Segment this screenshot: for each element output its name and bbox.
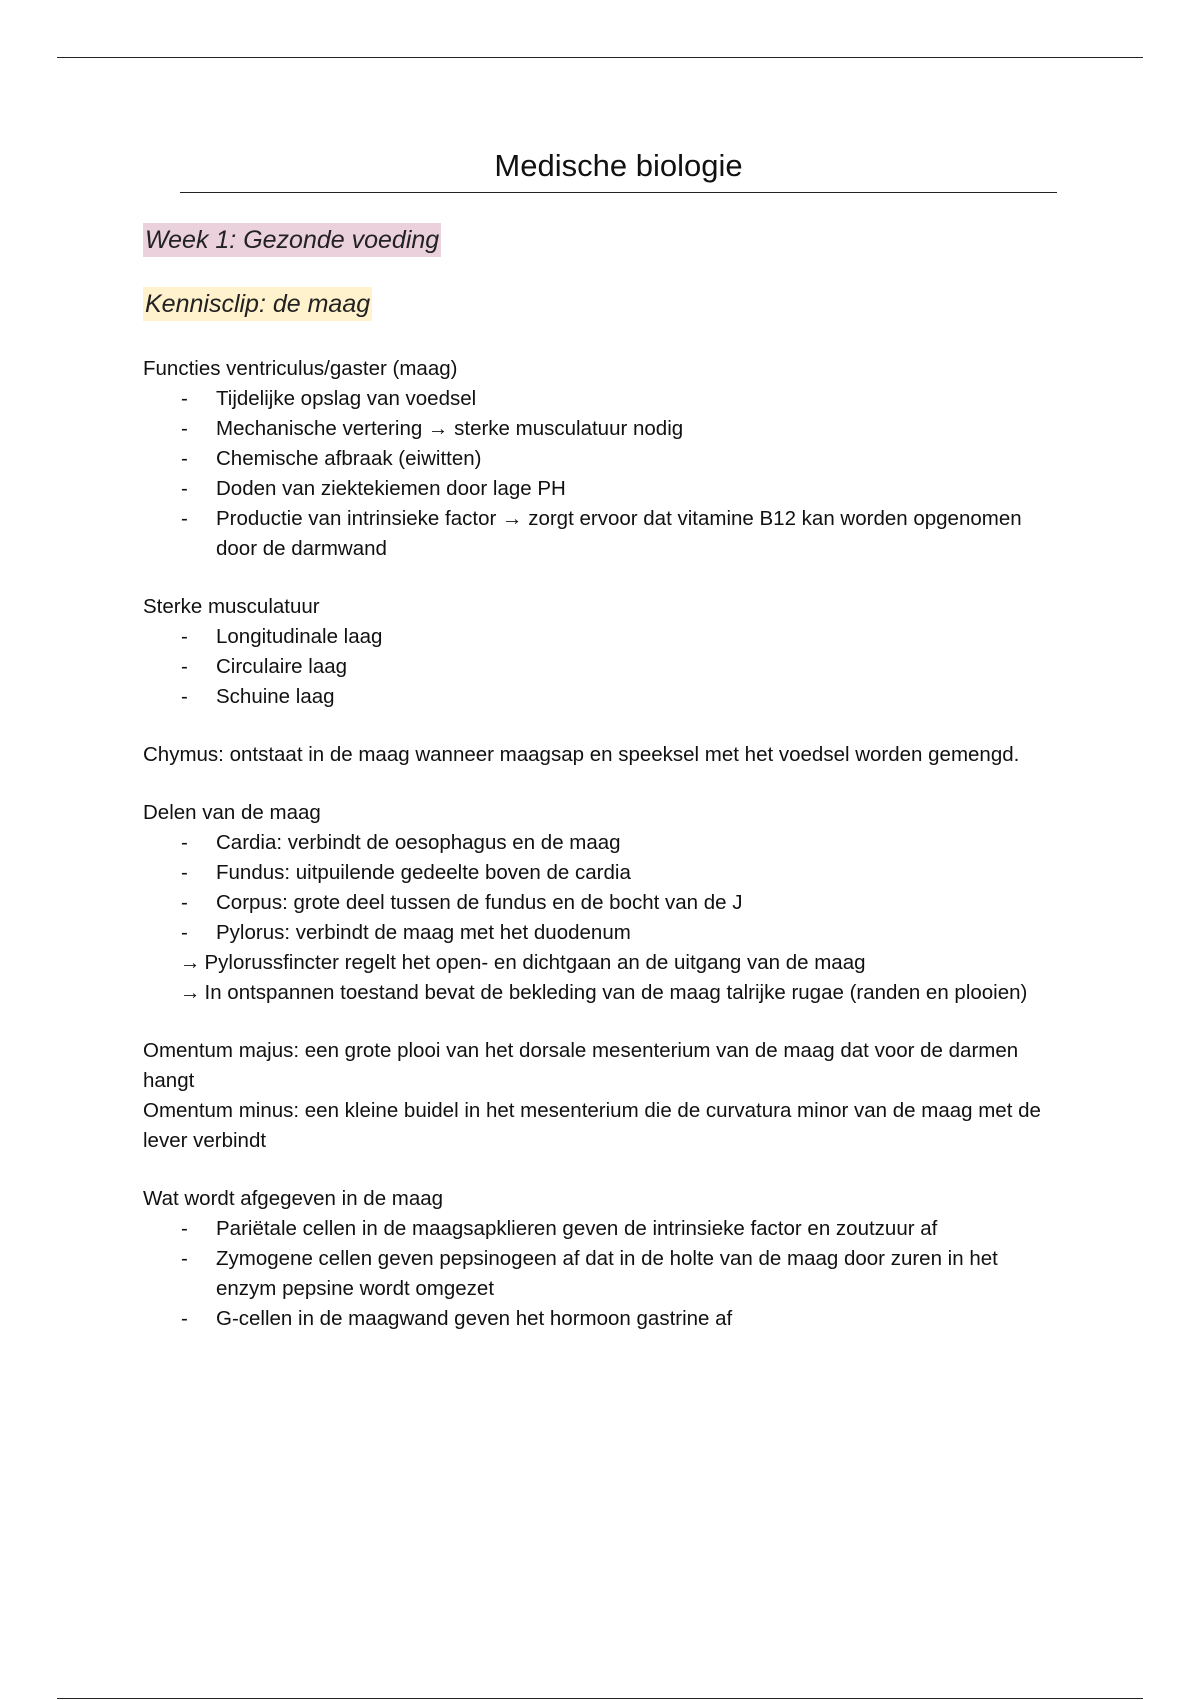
delen-heading: Delen van de maag <box>143 801 321 824</box>
list-item: - Longitudinale laag <box>181 625 383 648</box>
page-bottom-rule <box>57 1698 1143 1699</box>
list-item: - Pylorus: verbindt de maag met het duodenum <box>181 921 631 944</box>
list-item: - Doden van ziektekiemen door lage PH <box>181 477 566 500</box>
list-item: - Cardia: verbindt de oesophagus en de maag <box>181 831 621 854</box>
functies-heading: Functies ventriculus/gaster (maag) <box>143 357 458 380</box>
document-body <box>143 142 1063 1334</box>
delen-section <box>143 798 1063 1008</box>
page-top-rule <box>57 57 1143 58</box>
afgegeven-list <box>143 1214 1063 1334</box>
page-title: Medische biologie <box>494 148 743 183</box>
list-item: - Fundus: uitpuilende gedeelte boven de cardia <box>181 861 631 884</box>
arrow-right-icon: → <box>180 981 201 1004</box>
list-item: - Mechanische vertering → sterke musculatuur nodig <box>181 417 684 440</box>
omentum-minus-text: Omentum minus: een kleine buidel in het mesenterium die de curvatura minor van de maag met de lever verbindt <box>143 1099 1041 1152</box>
musculatuur-section <box>143 592 1063 712</box>
musculatuur-heading: Sterke musculatuur <box>143 595 320 618</box>
list-item: - Pariëtale cellen in de maagsapklieren geven de intrinsieke factor en zoutzuur af <box>181 1217 938 1240</box>
delen-list <box>143 828 1063 948</box>
omentum-majus-text: Omentum majus: een grote plooi van het dorsale mesenterium van de maag dat voor de darmen hangt <box>143 1039 1019 1092</box>
list-item: - Zymogene cellen geven pepsinogeen af dat in de holte van de maag door zuren in het enzym pepsine wordt omgezet <box>181 1247 998 1300</box>
chymus-section <box>143 740 1063 770</box>
afgegeven-section <box>143 1184 1063 1334</box>
list-item: - Corpus: grote deel tussen de fundus en de bocht van de J <box>181 891 743 914</box>
musculatuur-list <box>143 622 1063 712</box>
clip-heading: Kennisclip: de maag <box>143 287 372 321</box>
week-heading: Week 1: Gezonde voeding <box>143 223 441 257</box>
list-item: - Chemische afbraak (eiwitten) <box>181 447 482 470</box>
arrow-note: → In ontspannen toestand bevat de bekleding van de maag talrijke rugae (randen en plooien) <box>180 981 1028 1004</box>
list-item: - Schuine laag <box>181 685 335 708</box>
chymus-text: Chymus: ontstaat in de maag wanneer maagsap en speeksel met het voedsel worden gemengd. <box>143 743 1020 766</box>
omentum-section <box>143 1036 1063 1156</box>
list-item: - Productie van intrinsieke factor → zorgt ervoor dat vitamine B12 kan worden opgenomen door de darmwand <box>181 507 1022 560</box>
list-item: - Tijdelijke opslag van voedsel <box>181 387 477 410</box>
list-item: - G-cellen in de maagwand geven het hormoon gastrine af <box>181 1307 733 1330</box>
list-item: - Circulaire laag <box>181 655 348 678</box>
arrow-right-icon: → <box>180 951 201 974</box>
afgegeven-heading: Wat wordt afgegeven in de maag <box>143 1187 444 1210</box>
arrow-note: → Pylorussfincter regelt het open- en dichtgaan an de uitgang van de maag <box>180 951 866 974</box>
title-block <box>180 142 1057 193</box>
functies-section <box>143 354 1063 564</box>
functies-list <box>143 384 1063 564</box>
